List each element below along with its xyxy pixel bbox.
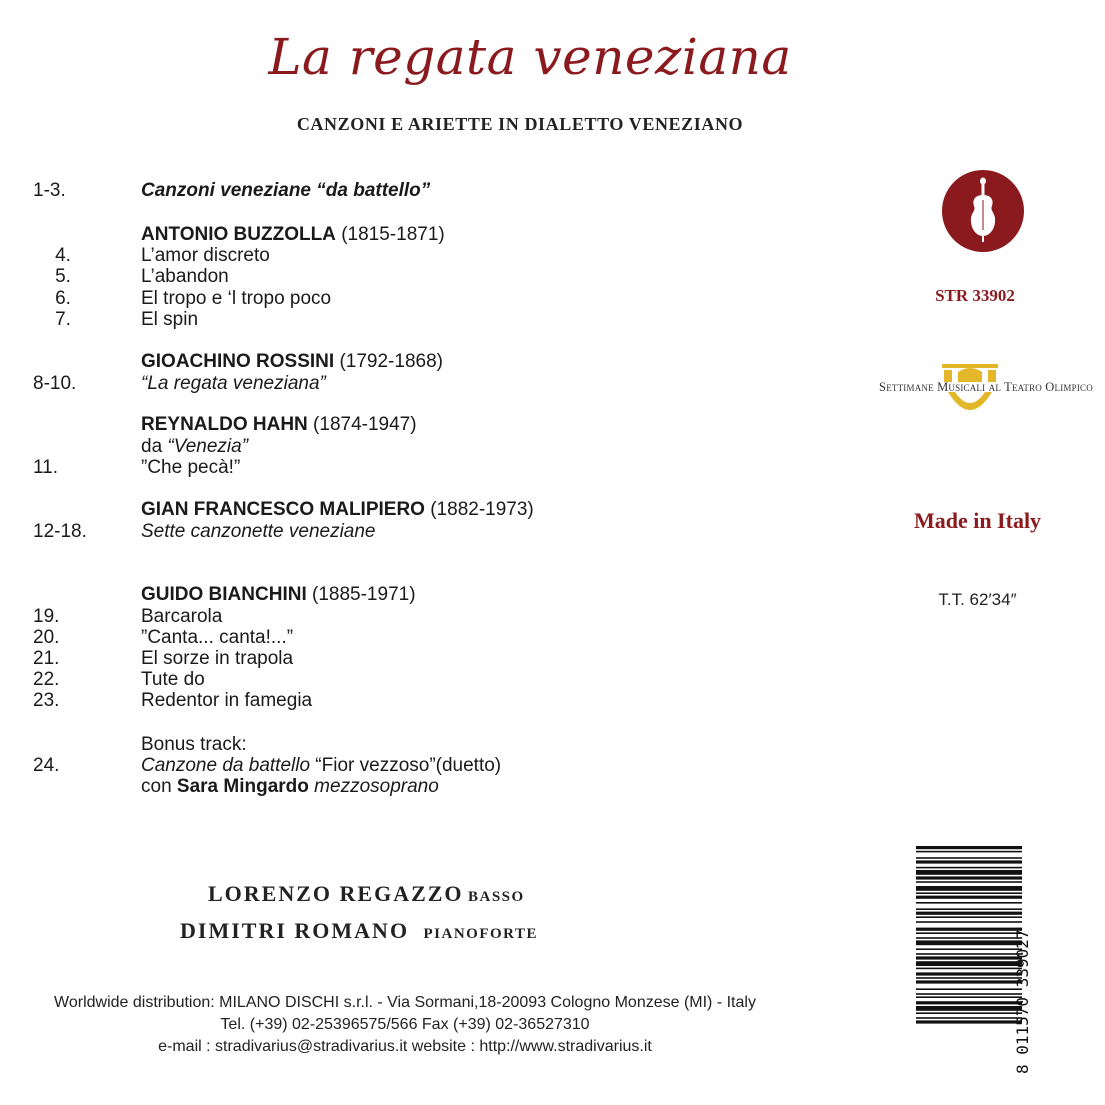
barcode-digits: 8 011570 339027 <box>1013 929 1032 1074</box>
barcode-bar <box>916 916 1022 918</box>
barcode-bar <box>916 921 1022 923</box>
album-title: La regata veneziana <box>268 28 792 86</box>
track-number: 20. <box>33 627 60 648</box>
barcode-bar <box>916 980 1022 983</box>
barcode-bar <box>916 948 1022 950</box>
total-time: T.T. 62′34″ <box>938 590 1017 609</box>
barcode-bar <box>916 881 1022 883</box>
catalog-number: STR 33902 <box>935 286 1015 305</box>
barcode-bar <box>916 851 1022 853</box>
violin-icon <box>942 170 1024 252</box>
composer-name: ANTONIO BUZZOLLA <box>141 224 336 245</box>
barcode-bar <box>916 968 1022 970</box>
track-title: ”Canta... canta!...” <box>141 627 294 648</box>
track-number: 24. <box>33 755 60 776</box>
composer-name: GIAN FRANCESCO MALIPIERO <box>141 499 425 520</box>
barcode-bar <box>916 870 1022 875</box>
track-title-rest: “Fior vezzoso”(duetto) <box>310 755 502 776</box>
barcode-bar <box>916 932 1022 934</box>
barcode-bar <box>916 928 1022 931</box>
performer-role: BASSO <box>468 889 525 905</box>
performer-role: PIANOFORTE <box>423 926 538 942</box>
guest-name: Sara Mingardo <box>176 776 309 797</box>
barcode-bar <box>916 1006 1022 1011</box>
track-title: El spin <box>141 309 199 330</box>
performer-name: LORENZO REGAZZO <box>208 881 464 906</box>
track-title: Canzoni veneziane “da battello” <box>141 180 431 201</box>
track-title: El sorze in trapola <box>141 648 294 669</box>
barcode-bar <box>916 860 1022 863</box>
performer-name: DIMITRI ROMANO <box>180 918 410 943</box>
barcode-bar <box>916 953 1022 955</box>
barcode-bar <box>916 956 1022 959</box>
composer-dates: (1874-1947) <box>307 414 417 435</box>
composer-dates: (1885-1971) <box>306 584 416 605</box>
barcode-bar <box>916 977 1022 979</box>
track-title: “La regata veneziana” <box>141 373 326 394</box>
barcode-bar <box>916 1001 1022 1004</box>
barcode-bar <box>916 1012 1022 1014</box>
guest-prefix: con <box>141 776 177 797</box>
track-number: 22. <box>33 669 60 690</box>
track-number: 4. <box>55 245 71 266</box>
barcode-bar <box>916 961 1022 966</box>
track-title: L’amor discreto <box>141 245 270 266</box>
bonus-label: Bonus track: <box>141 734 247 755</box>
composer-name: REYNALDO HAHN <box>141 414 308 435</box>
barcode-bar <box>916 937 1022 939</box>
track-title: Barcarola <box>141 606 223 627</box>
made-in-italy: Made in Italy <box>913 508 1042 533</box>
barcode-bar <box>916 876 1022 879</box>
track-title: L’abandon <box>141 266 229 287</box>
barcode-bar <box>916 857 1022 859</box>
web-line: e-mail : stradivarius@stradivarius.it website : http://www.stradivarius.it <box>158 1038 652 1055</box>
barcode-bar <box>916 846 1022 849</box>
barcode-bar <box>916 972 1022 975</box>
barcode-bar <box>916 993 1022 995</box>
barcode <box>916 842 1046 1083</box>
guest-role: mezzosoprano <box>308 776 439 797</box>
track-number: 21. <box>33 648 60 669</box>
track-number: 11. <box>33 457 59 478</box>
performer-1 <box>208 881 525 907</box>
track-number: 23. <box>33 690 60 711</box>
barcode-bar <box>916 908 1022 910</box>
track-title: El tropo e ‘l tropo poco <box>141 288 332 309</box>
composer-name: GIOACHINO ROSSINI <box>141 351 335 372</box>
barcode-bar <box>916 996 1022 998</box>
track-title: Canzone da battello <box>141 755 311 776</box>
composer-dates: (1815-1871) <box>335 224 445 245</box>
track-title: Redentor in famegia <box>141 690 313 711</box>
track-number: 19. <box>33 606 60 627</box>
track-number: 6. <box>55 288 71 309</box>
composer-dates: (1882-1973) <box>424 499 534 520</box>
barcode-bar <box>916 892 1022 894</box>
barcode-bar <box>916 940 1022 945</box>
barcode-bar <box>916 1020 1022 1023</box>
track-number: 8-10. <box>33 373 77 394</box>
distribution-line: Worldwide distribution: MILANO DISCHI s.r.l. - Via Sormani,18-20093 Cologno Monzese (MI) - Italy <box>54 994 756 1011</box>
festival-name: Settimane Musicali al Teatro Olimpico <box>879 380 1093 394</box>
barcode-bar <box>916 1017 1022 1019</box>
barcode-bar <box>916 902 1022 904</box>
album-subtitle: CANZONI E ARIETTE IN DIALETTO VENEZIANO <box>296 114 744 134</box>
performer-2 <box>180 918 538 944</box>
barcode-bar <box>916 867 1022 869</box>
work-source-title: “Venezia” <box>167 436 249 457</box>
track-title: ”Che pecà!” <box>141 457 241 478</box>
composer-name: GUIDO BIANCHINI <box>141 584 307 605</box>
track-title: Tute do <box>141 669 205 690</box>
work-source-prefix: da <box>141 436 168 457</box>
barcode-bar <box>916 988 1022 990</box>
track-number: 1-3. <box>33 180 66 201</box>
barcode-bar <box>916 912 1022 915</box>
track-number: 12-18. <box>33 521 87 542</box>
contact-line: Tel. (+39) 02-25396575/566 Fax (+39) 02-36527310 <box>220 1016 590 1033</box>
composer-dates: (1792-1868) <box>334 351 443 372</box>
barcode-bar <box>916 886 1022 891</box>
track-title: Sette canzonette veneziane <box>141 521 376 542</box>
track-number: 5. <box>55 266 71 287</box>
track-number: 7. <box>55 309 71 330</box>
barcode-bar <box>916 896 1022 899</box>
